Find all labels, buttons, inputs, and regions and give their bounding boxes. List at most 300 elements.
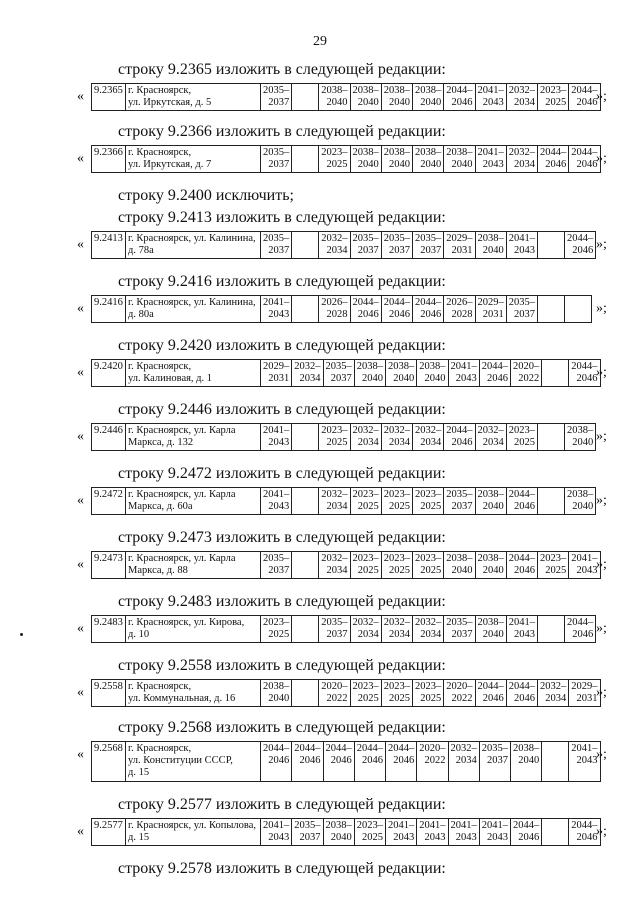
period-end: 2034	[514, 159, 535, 170]
page-number: 29	[313, 34, 327, 49]
period-start: 2029–	[446, 233, 473, 244]
period-start: 2029–	[263, 361, 290, 372]
period-start: 2041–	[450, 820, 477, 831]
address-cell	[126, 296, 261, 323]
period-end: 2031	[482, 309, 504, 320]
amendment-heading: строку 9.2400 исключить;	[118, 187, 294, 204]
opening-quote: «	[77, 747, 84, 762]
period-end: 2040	[389, 97, 410, 108]
period-start: 2023–	[383, 681, 410, 692]
period-start: 2026–	[321, 297, 348, 308]
period-cell	[444, 424, 475, 451]
period-cell	[444, 146, 475, 173]
period-cell	[350, 232, 381, 259]
period-cell	[506, 616, 537, 643]
row-number-cell: 9.2413	[92, 232, 126, 259]
schedule-table	[91, 615, 596, 643]
period-cell	[475, 296, 506, 323]
period-start: 2032–	[352, 425, 379, 436]
period-cell	[413, 424, 444, 451]
period-start: 2035–	[263, 233, 290, 244]
amendment-section	[0, 795, 640, 847]
period-start: 2041–	[263, 820, 290, 831]
period-end: 2025	[389, 693, 410, 704]
period-end: 2040	[482, 501, 504, 512]
opening-quote: «	[77, 824, 84, 839]
period-cell	[538, 232, 565, 259]
amendment-heading: строку 9.2416 изложить в следующей редакции:	[118, 273, 446, 290]
closing-quote: »;	[596, 747, 607, 762]
period-cell	[506, 552, 537, 579]
period-cell	[417, 742, 448, 782]
period-cell	[319, 616, 350, 643]
schedule-table	[91, 423, 596, 451]
period-cell	[538, 680, 569, 707]
period-end: 2043	[424, 832, 446, 843]
period-end: 2040	[451, 565, 473, 576]
period-start: 2023–	[383, 553, 410, 564]
address-line: г. Красноярск,	[128, 85, 192, 96]
period-cell	[292, 146, 319, 173]
period-cell	[448, 742, 479, 782]
period-start: 2032–	[321, 489, 348, 500]
row-number-cell: 9.2558	[92, 680, 126, 707]
period-start: 2032–	[415, 425, 442, 436]
period-end: 2025	[357, 693, 379, 704]
period-cell	[261, 232, 292, 259]
period-end: 2046	[268, 755, 290, 766]
period-end: 2046	[451, 97, 473, 108]
period-start: 2035–	[415, 233, 442, 244]
period-start: 2038–	[383, 147, 410, 158]
closing-quote: »;	[596, 89, 607, 104]
address-line: г. Красноярск, ул. Калинина,	[128, 297, 256, 308]
period-cell	[542, 360, 569, 387]
address-line: г. Красноярск, ул. Карла	[128, 425, 236, 436]
period-end: 2037	[357, 245, 379, 256]
period-end: 2025	[514, 437, 535, 448]
period-end: 2037	[420, 245, 442, 256]
period-cell	[261, 424, 292, 451]
period-cell	[292, 360, 323, 387]
period-start: 2038–	[263, 681, 290, 692]
address-line: г. Красноярск,	[128, 681, 192, 692]
period-start: 2038–	[446, 553, 473, 564]
address-cell	[126, 616, 261, 643]
amendment-heading: строку 9.2420 изложить в следующей редакции:	[118, 337, 446, 354]
period-cell	[413, 680, 444, 707]
opening-quote: «	[77, 237, 84, 252]
period-start: 2032–	[450, 743, 477, 754]
period-start: 2032–	[352, 617, 379, 628]
period-start: 2023–	[415, 553, 442, 564]
period-end: 2040	[268, 693, 290, 704]
address-line: д. 15	[128, 767, 150, 778]
period-start: 2044–	[263, 743, 290, 754]
period-end: 2025	[268, 629, 290, 640]
period-end: 2031	[451, 245, 473, 256]
period-end: 2043	[576, 565, 598, 576]
period-start: 2035–	[321, 617, 348, 628]
period-start: 2026–	[446, 297, 473, 308]
address-line: ул. Конституции СССР,	[128, 755, 233, 766]
table-row	[77, 551, 640, 580]
address-line: Маркса, д. 60а	[128, 501, 193, 512]
period-start: 2044–	[352, 297, 379, 308]
period-cell	[261, 146, 292, 173]
table-row	[77, 679, 640, 708]
period-cell	[413, 616, 444, 643]
period-start: 2041–	[263, 489, 290, 500]
period-end: 2043	[268, 309, 290, 320]
period-start: 2041–	[571, 553, 598, 564]
period-cell	[413, 146, 444, 173]
period-start: 2044–	[446, 85, 473, 96]
period-end: 2037	[326, 629, 348, 640]
period-start: 2023–	[508, 425, 535, 436]
period-end: 2037	[389, 245, 410, 256]
period-end: 2046	[576, 97, 598, 108]
period-end: 2037	[451, 629, 473, 640]
row-number-cell: 9.2472	[92, 488, 126, 515]
period-cell	[292, 742, 323, 782]
period-start: 2044–	[571, 361, 598, 372]
period-end: 2040	[518, 755, 540, 766]
period-start: 2035–	[325, 361, 352, 372]
period-start: 2032–	[508, 85, 535, 96]
period-end: 2040	[357, 97, 379, 108]
amendment-section	[0, 186, 640, 260]
period-end: 2043	[393, 832, 415, 843]
period-start: 2044–	[477, 681, 504, 692]
period-cell	[538, 488, 565, 515]
period-cell	[538, 424, 565, 451]
closing-quote: »;	[596, 621, 607, 636]
period-cell	[413, 84, 444, 111]
period-cell	[444, 232, 475, 259]
period-start: 2038–	[477, 489, 504, 500]
period-end: 2034	[389, 629, 410, 640]
period-cell	[538, 84, 569, 111]
period-cell	[350, 488, 381, 515]
period-end: 2046	[482, 693, 504, 704]
period-cell	[448, 819, 479, 846]
period-end: 2037	[268, 97, 290, 108]
period-start: 2041–	[477, 147, 504, 158]
address-line: д. 80а	[128, 309, 154, 320]
period-end: 2046	[393, 755, 415, 766]
period-cell	[323, 742, 354, 782]
opening-quote: «	[77, 429, 84, 444]
period-start: 2035–	[446, 617, 473, 628]
period-cell	[354, 742, 385, 782]
period-start: 2023–	[540, 553, 567, 564]
period-end: 2025	[389, 501, 410, 512]
period-end: 2022	[424, 755, 446, 766]
period-cell	[506, 232, 537, 259]
period-start: 2023–	[321, 147, 348, 158]
address-line: г. Красноярск, ул. Калинина,	[128, 233, 256, 244]
period-start: 2038–	[567, 489, 594, 500]
period-start: 2044–	[294, 743, 321, 754]
period-end: 2043	[576, 755, 598, 766]
amendment-section	[0, 272, 640, 324]
amendment-heading: строку 9.2366 изложить в следующей редакции:	[118, 123, 446, 140]
address-line: Маркса, д. 88	[128, 565, 188, 576]
period-end: 2034	[514, 97, 535, 108]
closing-quote: »;	[596, 493, 607, 508]
period-end: 2040	[326, 97, 348, 108]
period-start: 2044–	[415, 297, 442, 308]
table-row	[77, 295, 640, 324]
period-end: 2046	[514, 501, 535, 512]
period-cell	[292, 680, 319, 707]
period-end: 2034	[326, 501, 348, 512]
period-cell	[506, 84, 537, 111]
period-end: 2034	[357, 629, 379, 640]
address-line: г. Красноярск, ул. Кирова,	[128, 617, 245, 628]
period-cell	[292, 424, 319, 451]
period-start: 2032–	[383, 617, 410, 628]
period-start: 2032–	[321, 553, 348, 564]
period-cell	[444, 84, 475, 111]
period-cell	[319, 552, 350, 579]
period-cell	[475, 552, 506, 579]
period-end: 2025	[362, 832, 383, 843]
address-line: г. Красноярск,	[128, 743, 192, 754]
period-cell	[354, 819, 385, 846]
period-start: 2044–	[571, 147, 598, 158]
period-cell	[381, 616, 412, 643]
period-start: 2041–	[571, 743, 598, 754]
closing-quote: »;	[596, 151, 607, 166]
closing-quote: »;	[596, 237, 607, 252]
schedule-table	[91, 818, 601, 846]
period-start: 2023–	[383, 489, 410, 500]
period-start: 2038–	[567, 425, 594, 436]
period-start: 2035–	[263, 553, 290, 564]
schedule-table	[91, 679, 601, 707]
amendment-heading: строку 9.2446 изложить в следующей редакции:	[118, 401, 446, 418]
period-cell	[381, 552, 412, 579]
amendment-heading: строку 9.2558 изложить в следующей редакции:	[118, 657, 446, 674]
address-cell	[126, 552, 261, 579]
period-end: 2034	[420, 437, 442, 448]
period-cell	[381, 296, 412, 323]
period-end: 2025	[326, 159, 348, 170]
schedule-table	[91, 295, 592, 323]
period-cell	[261, 84, 292, 111]
schedule-table	[91, 551, 601, 579]
address-line: ул. Калиновая, д. 1	[128, 373, 213, 384]
period-start: 2032–	[415, 617, 442, 628]
period-start: 2023–	[415, 681, 442, 692]
amendment-heading: строку 9.2577 изложить в следующей редакции:	[118, 796, 446, 813]
period-end: 2031	[576, 693, 598, 704]
period-start: 2044–	[446, 425, 473, 436]
period-start: 2032–	[477, 425, 504, 436]
period-end: 2022	[518, 373, 540, 384]
period-cell	[319, 232, 350, 259]
period-start: 2038–	[321, 85, 348, 96]
address-line: Маркса, д. 132	[128, 437, 194, 448]
period-cell	[381, 146, 412, 173]
period-end: 2037	[487, 755, 508, 766]
period-cell	[350, 84, 381, 111]
period-cell	[386, 742, 417, 782]
period-cell	[511, 742, 542, 782]
address-cell	[126, 742, 261, 782]
period-cell	[479, 742, 510, 782]
period-cell	[261, 488, 292, 515]
period-cell	[413, 296, 444, 323]
period-start: 2041–	[477, 85, 504, 96]
period-cell	[292, 84, 319, 111]
period-cell	[417, 819, 448, 846]
period-start: 2044–	[513, 820, 540, 831]
schedule-table	[91, 741, 601, 782]
address-line: г. Красноярск,	[128, 361, 192, 372]
period-end: 2046	[514, 693, 535, 704]
period-cell	[350, 680, 381, 707]
period-end: 2034	[326, 245, 348, 256]
amendment-section	[0, 656, 640, 708]
schedule-table	[91, 231, 596, 259]
period-cell	[413, 552, 444, 579]
period-cell	[565, 616, 596, 643]
period-cell	[350, 552, 381, 579]
period-start: 2035–	[352, 233, 379, 244]
table-row	[77, 818, 640, 847]
address-cell	[126, 819, 261, 846]
period-cell	[506, 424, 537, 451]
period-start: 2038–	[477, 233, 504, 244]
opening-quote: «	[77, 685, 84, 700]
row-number-cell: 9.2577	[92, 819, 126, 846]
period-end: 2046	[362, 755, 383, 766]
period-start: 2041–	[419, 820, 446, 831]
period-cell	[444, 680, 475, 707]
period-end: 2040	[451, 159, 473, 170]
address-cell	[126, 424, 261, 451]
period-cell	[350, 424, 381, 451]
period-start: 2044–	[383, 297, 410, 308]
period-start: 2038–	[419, 361, 446, 372]
period-cell	[292, 616, 319, 643]
period-start: 2038–	[325, 820, 352, 831]
period-end: 2025	[420, 565, 442, 576]
period-start: 2044–	[571, 85, 598, 96]
period-cell	[479, 360, 510, 387]
document-body	[0, 50, 640, 881]
amendment-section	[0, 336, 640, 388]
period-cell	[565, 488, 596, 515]
period-cell	[417, 360, 448, 387]
address-cell	[126, 146, 261, 173]
period-end: 2046	[572, 245, 594, 256]
period-cell	[381, 232, 412, 259]
period-cell	[542, 819, 569, 846]
period-cell	[381, 488, 412, 515]
period-start: 2023–	[352, 681, 379, 692]
period-end: 2040	[482, 245, 504, 256]
period-end: 2043	[455, 373, 477, 384]
opening-quote: «	[77, 89, 84, 104]
address-cell	[126, 680, 261, 707]
period-start: 2038–	[415, 147, 442, 158]
period-end: 2040	[362, 373, 383, 384]
period-end: 2046	[330, 755, 352, 766]
period-start: 2032–	[508, 147, 535, 158]
period-start: 2020–	[446, 681, 473, 692]
period-start: 2023–	[415, 489, 442, 500]
amendment-section	[0, 464, 640, 516]
period-cell	[511, 360, 542, 387]
period-end: 2034	[482, 437, 504, 448]
period-cell	[292, 552, 319, 579]
period-end: 2040	[357, 159, 379, 170]
period-cell	[475, 488, 506, 515]
amendment-section	[0, 859, 640, 878]
address-cell	[126, 360, 261, 387]
period-cell	[565, 232, 596, 259]
period-start: 2032–	[321, 233, 348, 244]
period-end: 2040	[482, 565, 504, 576]
address-line: г. Красноярск, ул. Карла	[128, 553, 236, 564]
period-end: 2043	[268, 437, 290, 448]
period-end: 2040	[330, 832, 352, 843]
row-number-cell: 9.2365	[92, 84, 126, 111]
period-start: 2044–	[325, 743, 352, 754]
period-start: 2035–	[481, 743, 508, 754]
closing-quote: »;	[596, 365, 607, 380]
period-start: 2038–	[477, 553, 504, 564]
opening-quote: «	[77, 365, 84, 380]
period-cell	[381, 84, 412, 111]
period-start: 2023–	[352, 489, 379, 500]
amendment-section	[0, 122, 640, 174]
period-start: 2041–	[263, 425, 290, 436]
amendment-heading: строку 9.2578 изложить в следующей редакции:	[118, 860, 446, 877]
opening-quote: «	[77, 557, 84, 572]
period-cell	[479, 819, 510, 846]
row-number-cell: 9.2473	[92, 552, 126, 579]
period-cell	[292, 819, 323, 846]
period-cell	[538, 146, 569, 173]
period-start: 2044–	[356, 743, 383, 754]
period-cell	[565, 424, 596, 451]
closing-quote: »;	[596, 824, 607, 839]
period-end: 2043	[268, 501, 290, 512]
period-cell	[292, 488, 319, 515]
opening-quote: «	[77, 493, 84, 508]
amendment-heading: строку 9.2568 изложить в следующей редакции:	[118, 719, 446, 736]
period-start: 2032–	[294, 361, 321, 372]
period-end: 2046	[576, 373, 598, 384]
period-cell	[350, 616, 381, 643]
period-cell	[538, 552, 569, 579]
amendment-heading: строку 9.2365 изложить в следующей редакции:	[118, 61, 446, 78]
period-cell	[319, 84, 350, 111]
period-end: 2037	[268, 159, 290, 170]
address-line: г. Красноярск, ул. Копылова,	[128, 820, 256, 831]
period-start: 2038–	[356, 361, 383, 372]
period-end: 2043	[514, 629, 535, 640]
period-end: 2034	[420, 629, 442, 640]
period-start: 2023–	[321, 425, 348, 436]
period-cell	[319, 296, 350, 323]
address-line: ул. Иркутская, д. 5	[128, 97, 212, 108]
